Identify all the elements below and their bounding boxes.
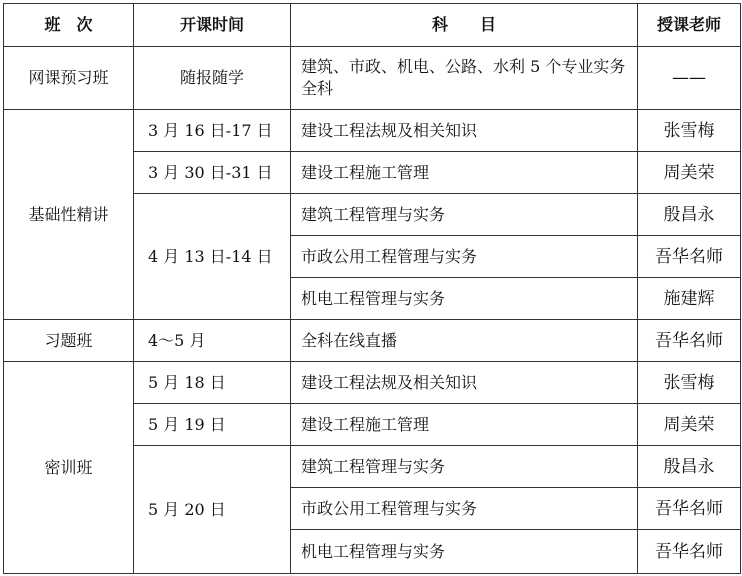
subject: 建筑工程管理与实务 [291,194,638,236]
course-time: 5 月 20 日 [134,446,291,574]
teacher: 张雪梅 [638,362,741,404]
header-time: 开课时间 [134,4,291,47]
course-time: 5 月 18 日 [134,362,291,404]
header-row [4,4,741,47]
teacher: 吾华名师 [638,488,741,530]
table-row [4,362,741,404]
subject: 建设工程法规及相关知识 [291,110,638,152]
teacher: 施建辉 [638,278,741,320]
table-row [4,110,741,152]
subject: 机电工程管理与实务 [291,278,638,320]
class-name: 密训班 [4,362,134,574]
course-time: 3 月 30 日-31 日 [134,152,291,194]
subject: 建筑工程管理与实务 [291,446,638,488]
subject: 建设工程施工管理 [291,152,638,194]
class-name: 习题班 [4,320,134,362]
course-time: 4 月 13 日-14 日 [134,194,291,320]
header-teacher: 授课老师 [638,4,741,47]
teacher: 殷昌永 [638,194,741,236]
course-time: 3 月 16 日-17 日 [134,110,291,152]
course-time: 5 月 19 日 [134,404,291,446]
teacher: —— [638,47,741,110]
teacher: 吾华名师 [638,530,741,574]
subject: 市政公用工程管理与实务 [291,488,638,530]
header-class: 班 次 [4,4,134,47]
subject: 全科在线直播 [291,320,638,362]
subject: 机电工程管理与实务 [291,530,638,574]
class-name: 基础性精讲 [4,110,134,320]
subject: 市政公用工程管理与实务 [291,236,638,278]
table-row [4,320,741,362]
subject: 建筑、市政、机电、公路、水利 5 个专业实务全科 [291,47,638,110]
subject: 建设工程法规及相关知识 [291,362,638,404]
header-subject: 科 目 [291,4,638,47]
table-row [4,47,741,110]
schedule-table [3,3,741,574]
teacher: 殷昌永 [638,446,741,488]
teacher: 周美荣 [638,152,741,194]
class-name: 网课预习班 [4,47,134,110]
course-time: 随报随学 [134,47,291,110]
teacher: 张雪梅 [638,110,741,152]
teacher: 吾华名师 [638,320,741,362]
subject: 建设工程施工管理 [291,404,638,446]
teacher: 吾华名师 [638,236,741,278]
teacher: 周美荣 [638,404,741,446]
course-time: 4～5 月 [134,320,291,362]
